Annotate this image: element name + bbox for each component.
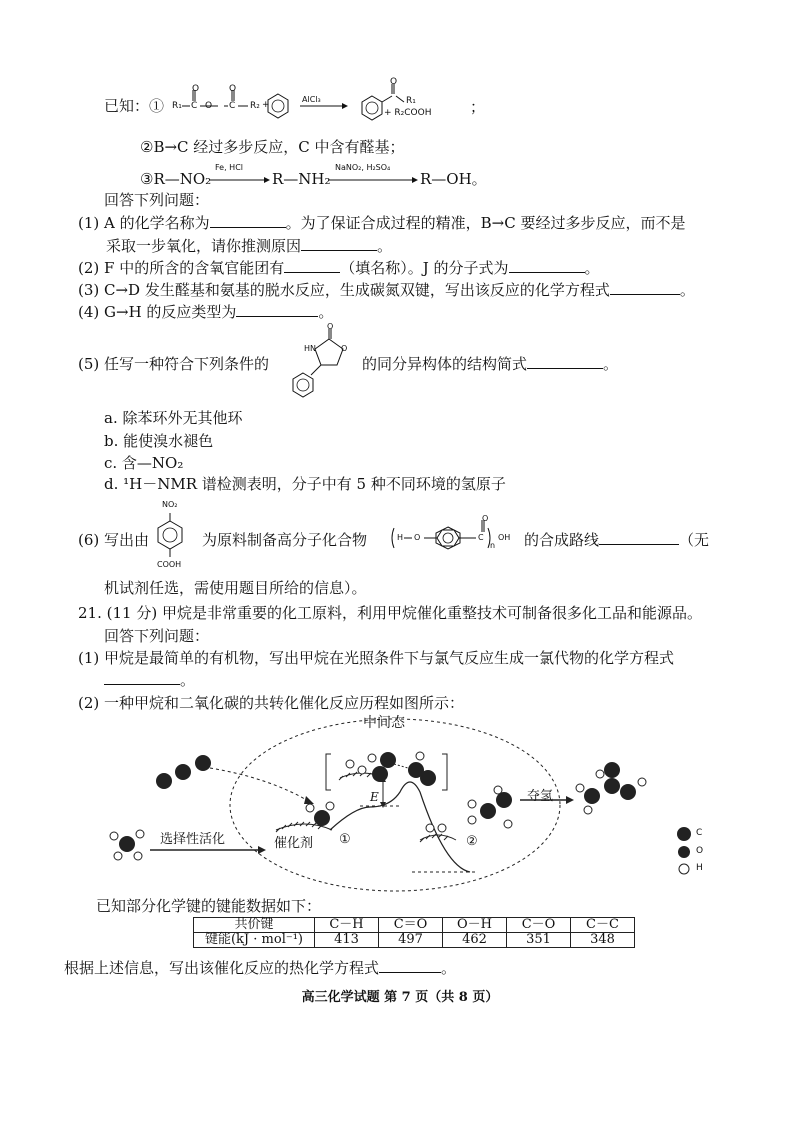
carbon-1: C — [191, 101, 198, 111]
q2-line — [78, 258, 600, 278]
bond-intro: 已知部分化学键的键能数据如下： — [96, 897, 322, 915]
reaction-mechanism-diagram — [100, 712, 720, 894]
label-step2: ② — [466, 834, 478, 849]
q2-text-b: （填名称）。J 的分子式为 — [340, 259, 509, 277]
legend-c: C — [696, 828, 703, 838]
q5-mol-hn: HN — [304, 344, 316, 353]
q6-line-c — [524, 530, 709, 550]
table-row — [194, 933, 635, 948]
q6-text-c: 的合成路线 — [524, 531, 600, 549]
carbonyl-o2: O — [229, 84, 237, 94]
q2-text-a: (2) F 中的所含的含氧官能团有 — [78, 259, 285, 277]
product-o: O — [390, 77, 398, 87]
q6-text-a: (6) 写出由 — [78, 531, 150, 549]
q6-poly-carbonyl-o: O — [482, 514, 489, 523]
q2-blank2[interactable] — [509, 258, 585, 273]
q6-poly-c: C — [478, 533, 484, 542]
oxazolidinone-structure — [283, 323, 363, 401]
table-cell: 462 — [443, 933, 507, 948]
label-activation: 选择性活化 — [160, 832, 226, 847]
cond-d: d. ¹H－NMR 谱检测表明，分子中有 5 种不同环境的氢原子 — [104, 475, 506, 493]
arrow-2 — [328, 176, 418, 184]
q4-text-a: (4) G→H 的反应类型为 — [78, 303, 237, 321]
byproduct: + R₂COOH — [384, 108, 432, 118]
q1-blank1[interactable] — [210, 213, 286, 228]
known-label: 已知：① — [104, 97, 165, 115]
q6-poly-oh: OH — [498, 533, 511, 542]
q6-poly-h: H — [397, 533, 404, 542]
r2-left: R₂ — [250, 101, 260, 111]
reagent-alcl3: AlCl₃ — [302, 95, 321, 104]
q21-1-text: (1) 甲烷是最简单的有机物，写出甲烷在光照条件下与氯气反应生成一氯代物的化学方程式 — [78, 649, 675, 667]
q5-mol-o-ring: O — [341, 344, 348, 353]
table-cell: 351 — [507, 933, 571, 948]
carbon-2: C — [229, 101, 236, 111]
q6-text-d: （无 — [679, 531, 710, 549]
r1-left: R₁ — [172, 101, 182, 111]
q5-blank[interactable] — [527, 354, 603, 369]
label-dehydrogen: 夺氢 — [527, 789, 554, 804]
legend-h: H — [696, 863, 703, 873]
q21-1-answer-line — [104, 670, 195, 690]
label-e: E — [370, 790, 379, 804]
q3-blank[interactable] — [610, 280, 680, 295]
q5-text-b: 的同分异构体的结构简式 — [362, 355, 528, 373]
q1-text-d: 。 — [377, 237, 393, 255]
q1-text-c: 采取一步氧化，请你推测原因 — [106, 237, 302, 255]
q21-1-blank[interactable] — [104, 670, 180, 685]
q6-cooh: COOH — [157, 560, 182, 569]
q6-blank[interactable] — [599, 530, 679, 545]
q1-blank2[interactable] — [301, 236, 377, 251]
cond-c: c. 含—NO₂ — [104, 454, 184, 472]
q6-poly-o: O — [414, 533, 421, 542]
known-item2: ②B→C 经过多步反应，C 中含有醛基； — [140, 138, 405, 156]
q5-line-b — [362, 354, 618, 374]
q1-line2 — [106, 236, 392, 256]
table-cell: 497 — [379, 933, 443, 948]
q4-text-b: 。 — [318, 303, 334, 321]
page-footer: 高三化学试题 第 7 页（共 8 页） — [301, 990, 499, 1005]
q5-text-c: 。 — [603, 355, 619, 373]
q6-poly-n: n — [490, 541, 496, 550]
q4-line — [78, 302, 333, 322]
final-text: 根据上述信息，写出该催化反应的热化学方程式 — [64, 959, 380, 977]
table-header-bond: 共价键 — [194, 918, 315, 933]
table-cell: C－C — [571, 918, 635, 933]
known-item3-mid: R—NH₂ — [272, 170, 331, 188]
table-header-energy: 键能(kJ · mol⁻¹) — [194, 933, 315, 948]
q6-text-e: 机试剂任选，需使用题目所给的信息）。 — [104, 579, 367, 597]
arrow-1 — [210, 176, 270, 184]
table-row — [194, 918, 635, 933]
answer-prompt: 回答下列问题： — [104, 191, 210, 209]
known-item3-end: R—OH。 — [420, 170, 487, 188]
final-end: 。 — [441, 959, 457, 977]
bond-energy-table — [193, 917, 635, 948]
label-intermediate: 中间态 — [363, 715, 405, 731]
final-blank[interactable] — [379, 958, 441, 973]
reagent-nano2: NaNO₂, H₂SO₄ — [335, 163, 391, 172]
r1-product: R₁ — [406, 96, 416, 106]
q2-blank1[interactable] — [284, 258, 340, 273]
q21-prompt: 回答下列问题： — [104, 627, 210, 645]
final-line — [64, 958, 456, 978]
q6-text-b: 为原料制备高分子化合物 — [202, 531, 368, 549]
reagent-fe-hcl: Fe, HCl — [215, 163, 243, 172]
label-catalyst: 催化剂 — [274, 836, 314, 851]
table-cell: C＝O — [379, 918, 443, 933]
q21-1-end: 。 — [180, 671, 196, 689]
q5-text-a: (5) 任写一种符合下列条件的 — [78, 355, 270, 373]
label-step1: ① — [339, 832, 351, 847]
q21-2-text: (2) 一种甲烷和二氧化碳的共转化催化反应历程如图所示： — [78, 694, 465, 712]
q1-text-a: (1) A 的化学名称为 — [78, 214, 210, 232]
q3-text-b: 。 — [679, 281, 695, 299]
table-cell: 413 — [315, 933, 379, 948]
end-semicolon: ； — [470, 98, 486, 116]
table-cell: C－O — [507, 918, 571, 933]
q5-mol-o-top: O — [327, 322, 334, 331]
q1-text-b: 。为了保证合成过程的精准，B→C 要经过多步反应，而不是 — [285, 214, 686, 232]
q6-no2: NO₂ — [162, 500, 178, 509]
table-cell: O－H — [443, 918, 507, 933]
table-cell: 348 — [571, 933, 635, 948]
plus-sign: + — [262, 100, 270, 110]
q2-text-c: 。 — [584, 259, 600, 277]
q1-line1 — [78, 213, 685, 233]
q4-blank[interactable] — [236, 302, 318, 317]
polyester-structure — [388, 512, 518, 552]
oxygen-bridge: O — [205, 101, 213, 111]
q3-line — [78, 280, 695, 300]
q21-title: 21. (11 分) 甲烷是非常重要的化工原料，利用甲烷催化重整技术可制备很多化工品和能源品。 — [78, 604, 702, 622]
legend-o: O — [696, 846, 704, 856]
table-cell: C－H — [315, 918, 379, 933]
carbonyl-o1: O — [192, 84, 200, 94]
cond-a: a. 除苯环外无其他环 — [104, 409, 243, 427]
cond-b: b. 能使溴水褪色 — [104, 432, 214, 450]
q3-text-a: (3) C→D 发生醛基和氨基的脱水反应，生成碳氮双键，写出该反应的化学方程式 — [78, 281, 610, 299]
known-item3-start: ③R—NO₂ — [140, 170, 212, 188]
